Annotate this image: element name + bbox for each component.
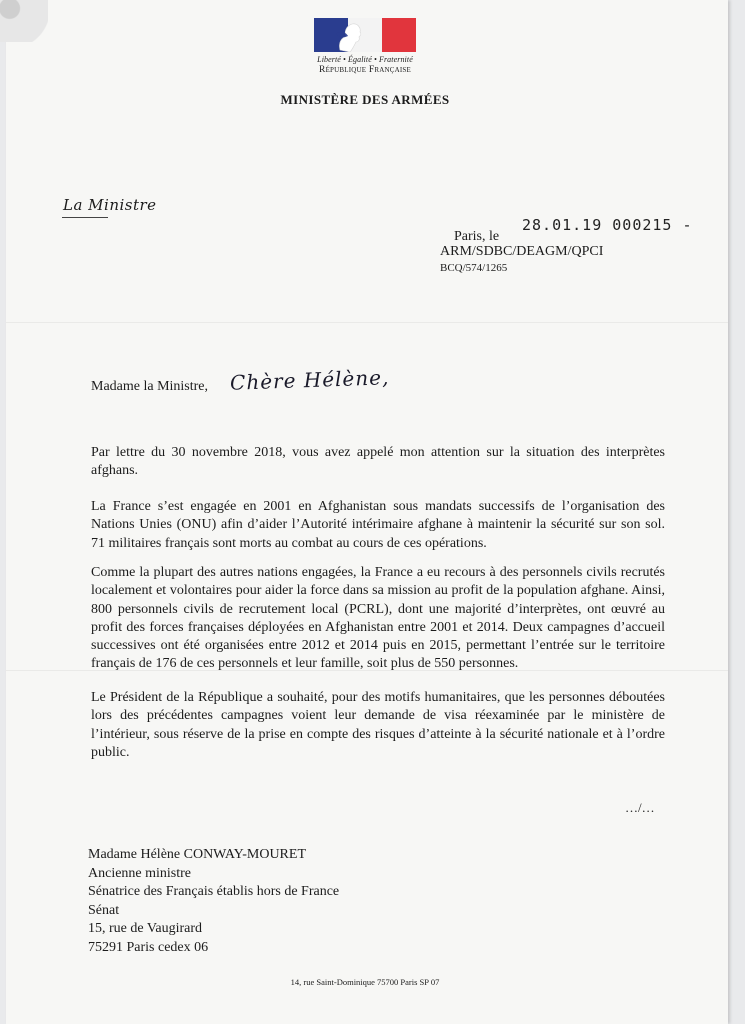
recipient-city: 75291 Paris cedex 06	[88, 939, 209, 955]
date-stamp: 28.01.19 000215 -	[522, 216, 693, 234]
salutation: Madame la Ministre,	[91, 379, 209, 394]
reference-code: ARM/SDBC/DEAGM/QPCI	[440, 244, 604, 259]
subreference-code: BCQ/574/1265	[440, 262, 508, 274]
footer-address: 14, rue Saint-Dominique 75700 Paris SP 07	[290, 977, 440, 987]
recipient-name: Madame Hélène CONWAY-MOURET	[88, 847, 306, 862]
recipient-street: 15, rue de Vaugirard	[88, 921, 203, 936]
paragraph-4: Le Président de la République a souhaité, pour des motifs humanitaires, que les personnes déboutées lors des précédentes campagnes voient leur demande de visa réexaminée par le ministère de l’intérieur, sous réserve de la prise en compte des risques d’atteinte à la sécurité nationale et à l’ordre public.	[91, 690, 665, 760]
handwritten-greeting: Chère Hélène,	[229, 365, 390, 395]
republic-motto: Liberté • Égalité • Fraternité	[317, 55, 413, 64]
paragraph-2: La France s’est engagée en 2001 en Afghanistan sous mandats successifs de l’organisation des Nations Unies (ONU) afin d’aider l’Autorité intérimaire afghane à maintenir la sécurité sur son sol. 71 militaires français sont morts au combat au cours de ces opérations.	[91, 499, 665, 551]
signatory-underline	[62, 217, 108, 218]
dateline-place: Paris, le	[454, 229, 500, 244]
paragraph-1: Par lettre du 30 novembre 2018, vous avez appelé mon attention sur la situation des interprètes afghans.	[91, 445, 665, 479]
marianne-profile-icon	[330, 20, 364, 52]
fold-line	[6, 322, 728, 323]
recipient-institution: Sénat	[88, 902, 120, 918]
recipient-role: Sénatrice des Français établis hors de France	[88, 884, 340, 899]
continuation-mark: …/…	[625, 800, 655, 815]
recipient-address	[88, 846, 339, 957]
republic-name: République Française	[319, 65, 411, 75]
marianne-logo	[314, 18, 416, 52]
recipient-title: Ancienne ministre	[88, 865, 192, 881]
staple-mark	[0, 0, 48, 42]
ministry-title: MINISTÈRE DES ARMÉES	[280, 92, 450, 107]
paragraph-3: Comme la plupart des autres nations engagées, la France a eu recours à des personnels civils recrutés localement et volontaires pour aider la force dans sa mission au profit de la population afghane. Ainsi, 800 personnels civils de recrutement local (PCRL), dont une majorité d’interprètes, ont œuvré au profit des forces françaises déployées en Afghanistan entre 2001 et 2014. Deux campagnes d’accueil successives ont été organisées entre 2012 et 2014 puis en 2015, permettant l’entrée sur le territoire français de 176 de ces personnels et leur famille, soit plus de 550 personnes.	[91, 565, 665, 672]
signatory-title: La Ministre	[63, 196, 157, 214]
